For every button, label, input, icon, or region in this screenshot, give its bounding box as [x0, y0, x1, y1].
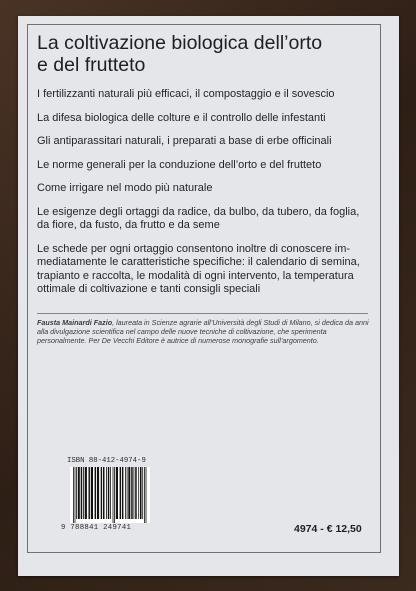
barcode-bar	[106, 467, 107, 519]
barcode-bar	[78, 467, 80, 519]
feature-item: Le schede per ogni ortaggio consentono inoltre di conoscere im- mediatamente le caratteristiche specifiche: il calendario di semina, trapianto e raccolta, le modalità di ogni intervento, la temperatura ottimale di coltivazione e tanti consigli speciali	[37, 242, 360, 295]
barcode-bar	[116, 467, 118, 519]
barcode-number: 9 788841 249741	[61, 524, 132, 532]
barcode-bar	[146, 467, 147, 523]
barcode-bar	[89, 467, 90, 519]
barcode-bar	[127, 467, 128, 519]
barcode-bar	[103, 467, 105, 519]
barcode-bar	[81, 467, 83, 519]
barcode-bar	[108, 467, 110, 519]
feature-item: Le esigenze degli ortaggi da radice, da bulbo, da tubero, da foglia, da fiore, da fusto, da frutto e da seme	[37, 205, 360, 231]
feature-item: Come irrigare nel modo più naturale	[37, 182, 213, 194]
feature-item: La difesa biologica delle colture e il controllo delle infestanti	[37, 111, 326, 124]
barcode-bar	[128, 467, 130, 519]
barcode-bar	[113, 467, 114, 523]
barcode-bar	[95, 467, 96, 519]
feature-list	[37, 88, 373, 297]
barcode-bar	[75, 467, 76, 523]
barcode-bar	[91, 467, 93, 519]
barcode-bar	[140, 467, 142, 519]
divider	[37, 313, 368, 314]
book-title: La coltivazione biologica dell’orto e del frutteto	[37, 32, 323, 76]
author-name: Fausta Mainardi Fazio	[37, 318, 113, 327]
barcode-bar	[142, 467, 143, 519]
barcode	[70, 467, 150, 523]
barcode-bar	[85, 467, 87, 519]
barcode-bar	[120, 467, 121, 519]
feature-item: Gli antiparassitari naturali, i preparati a base di erbe officinali	[37, 135, 332, 147]
barcode-bar	[134, 467, 135, 519]
barcode-bar	[131, 467, 133, 519]
barcode-bars	[70, 467, 150, 523]
barcode-bar	[135, 467, 137, 519]
barcode-bar	[138, 467, 139, 519]
barcode-bar	[76, 467, 77, 519]
barcode-bar	[122, 467, 124, 519]
barcode-bar	[110, 467, 111, 519]
price: 4974 - € 12,50	[294, 523, 362, 535]
feature-item: I fertilizzanti naturali più efficaci, il compostaggio e il sovescio	[37, 88, 335, 100]
isbn-label: ISBN 88-412-4974-9	[67, 457, 146, 465]
author-bio	[37, 318, 371, 345]
barcode-bar	[125, 467, 126, 519]
barcode-bar	[114, 467, 115, 523]
barcode-bar	[97, 467, 99, 519]
barcode-bar	[73, 467, 74, 523]
barcode-bar	[101, 467, 102, 519]
author-bio-text: , laureata in Scienze agrarie all’Università degli Studi di Milano, si dedica da anni alla divulgazione scientifica nel campo delle nuove tecniche di coltivazione, che sperimenta personalmente. Per De Vecchi Editore è autrice di numerose monografie sull’argomento.	[37, 318, 369, 345]
feature-item: Le norme generali per la conduzione dell’orto e del frutteto	[37, 158, 322, 171]
barcode-bar	[83, 467, 84, 519]
barcode-bar	[144, 467, 145, 523]
